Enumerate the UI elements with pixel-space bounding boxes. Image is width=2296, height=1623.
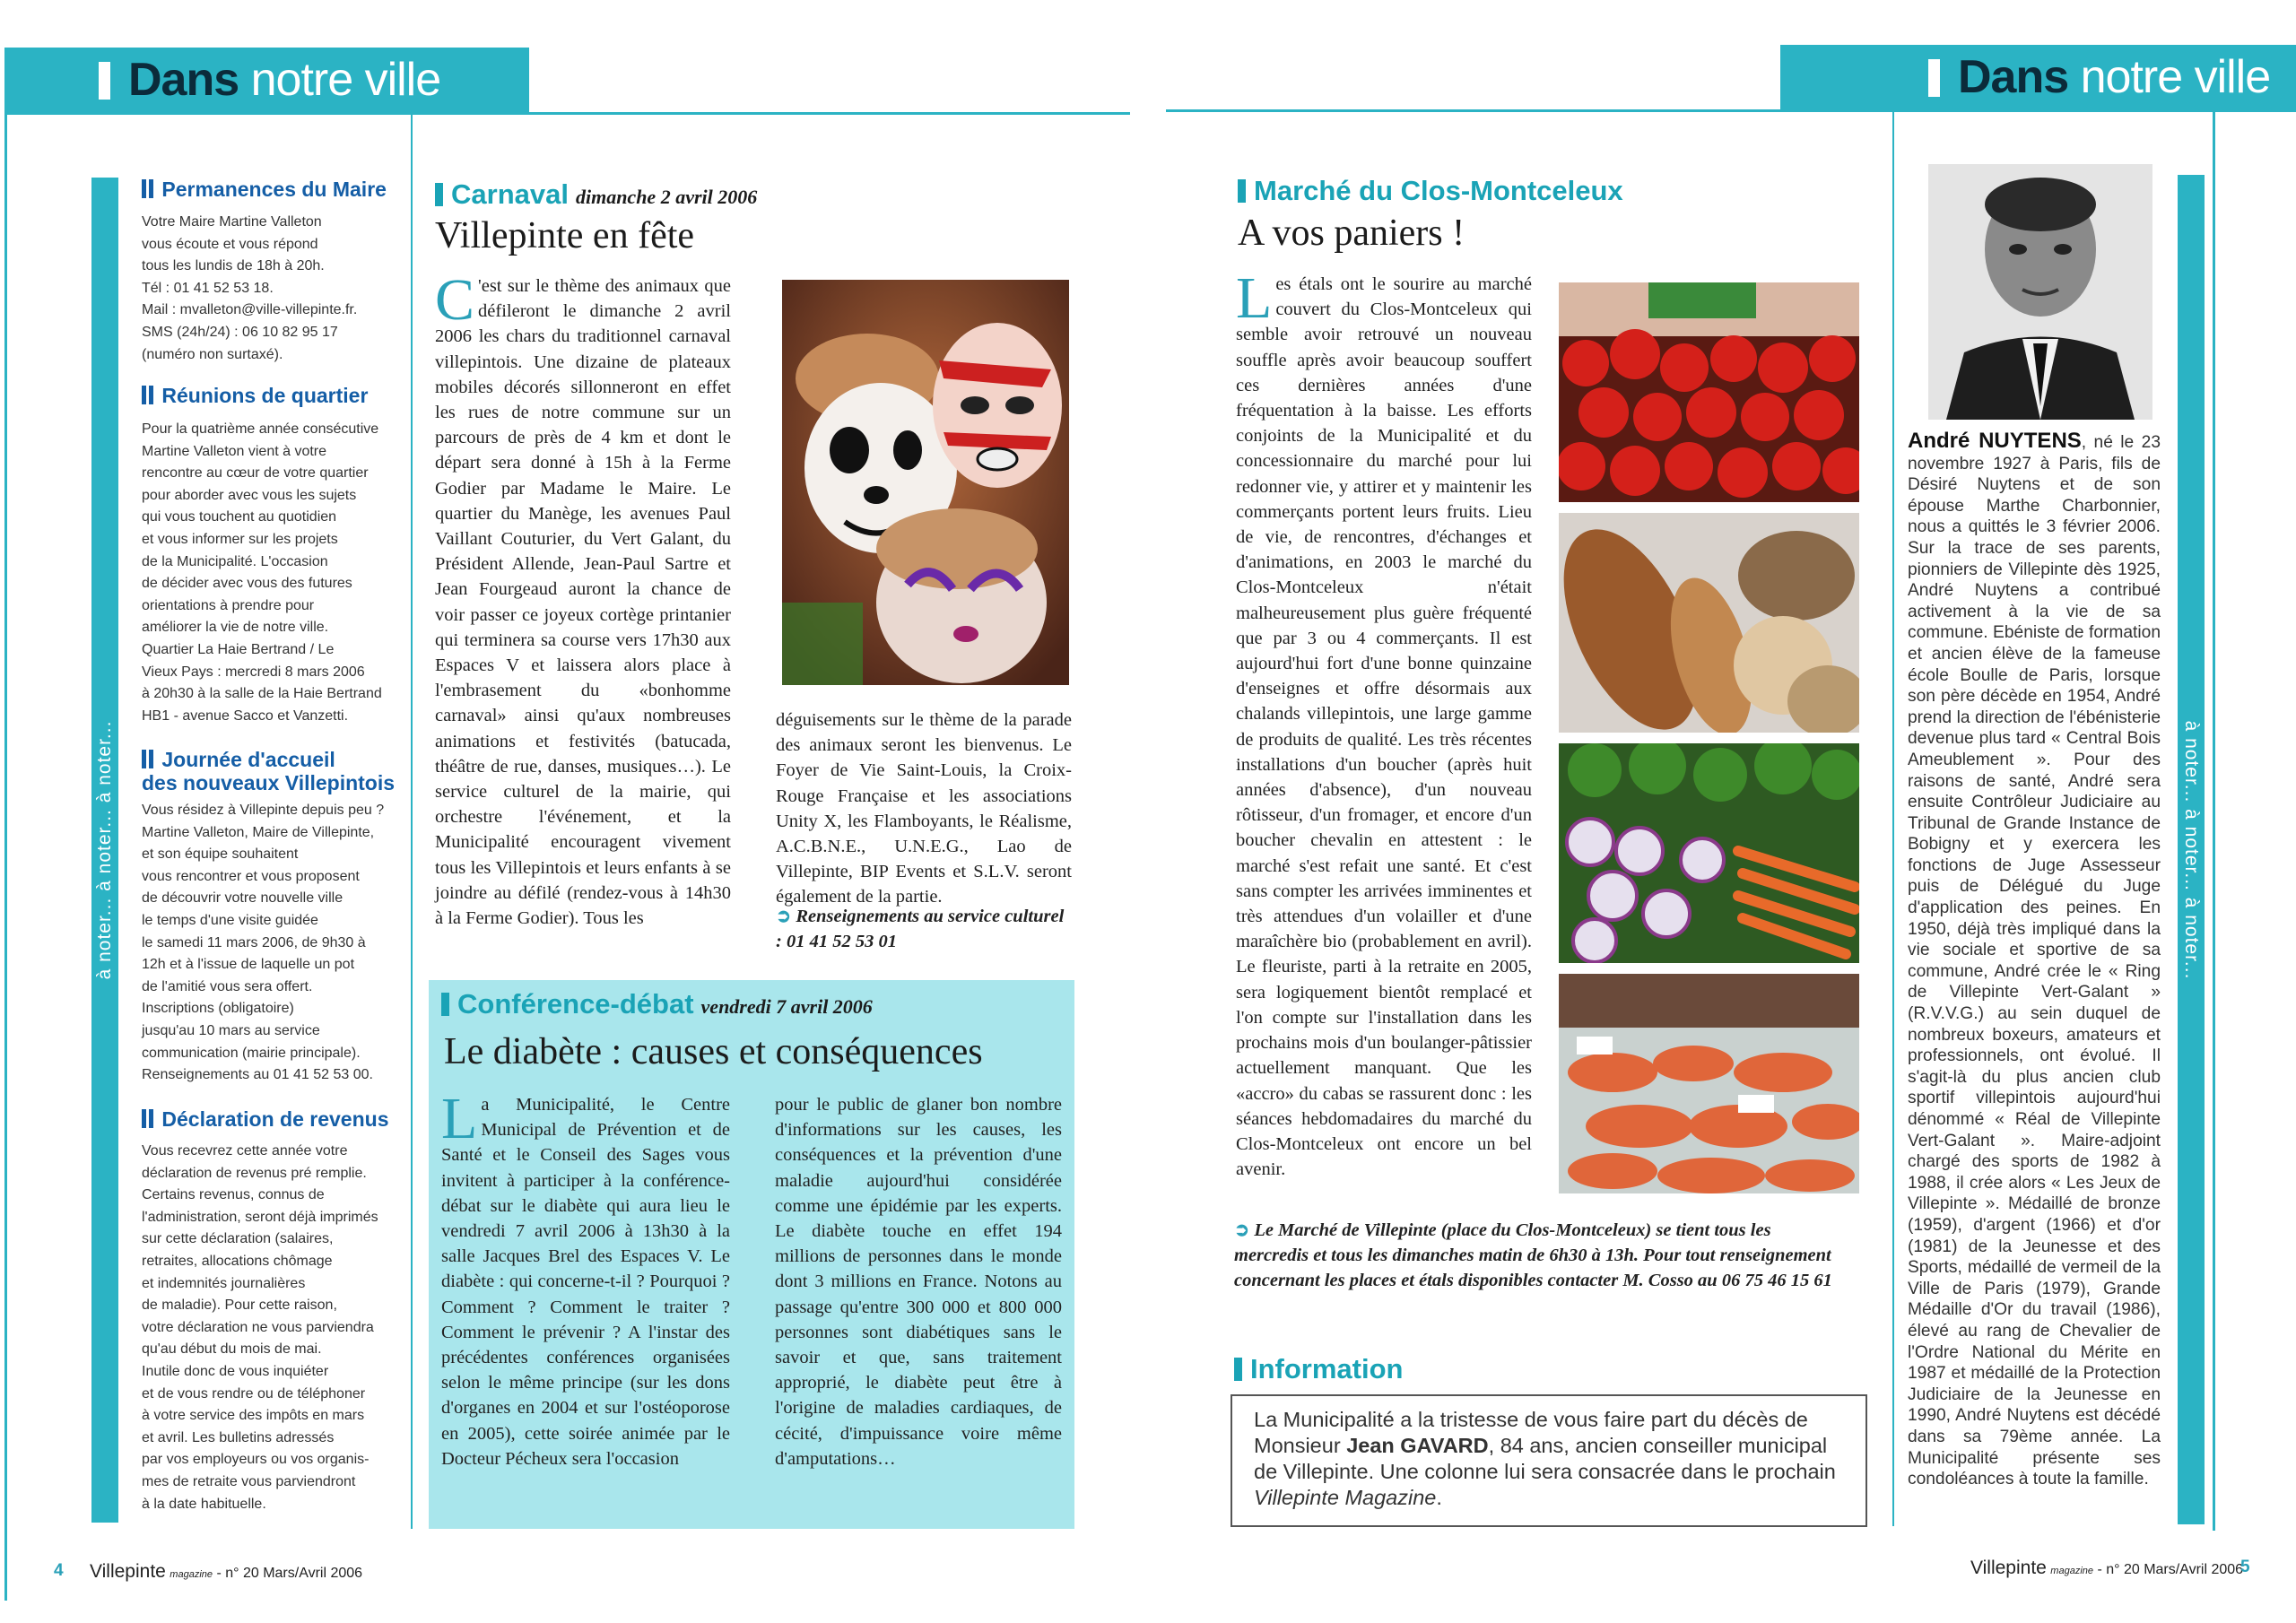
sidebar-title-permanences: Permanences du Maire	[142, 178, 387, 201]
market-photo-vegetables	[1559, 743, 1859, 963]
marche-kicker: Marché du Clos-Montceleux	[1238, 176, 1623, 206]
carnaval-body-col1: C 'est sur le thème des animaux que défileront le dimanche 2 avril 2006 les chars du traditionnel carnaval villepintois. Une dizaine de plateaux mobiles décorés sillonneront en effet les rues de notre commune sur un parcours de près de 4 km et dont le départ sera donné à 15h à la Ferme Godier par Madame le Maire. Le quartier du Manège, les avenues Paul Vaillant Couturier, du Vert Galant, du Président Allende, Jean-Paul Sartre et Jean Fourgeaud auront la chance de voir passer ce joyeux cortège printanier qui terminera sa course vers 17h30 aux Espaces V et laissera alors place à l'embrasement du «bonhomme carnaval» ainsi qu'aux nombreuses animations et festivités (batucada, théâtre de rue, danses, musiques…). Le service culturel de la mairie, qui orchestre l'événement, et la Municipalité encouragent vivement tous les Villepintois et leurs enfants à se joindre au défilé (rendez-vous à 14h30 à la Ferme Godier). Tous les	[435, 267, 731, 929]
information-kicker: Information	[1234, 1354, 1404, 1384]
carnaval-body-col2: déguisements sur le thème de la parade des animaux seront les bienvenus. Le Foyer de Vie Saint-Louis, la Croix-Rouge Française et les associations Unity X, les Flamboyants, le Réalisme, A.C.B.N.E., U.N.E.G., Lao de Villepinte, BIP Events et S.L.V. seront également de la partie.	[776, 710, 1072, 907]
carnaval-headline: Villepinte en fête	[435, 215, 695, 256]
section-title-right: Dans notre ville	[1958, 51, 2271, 103]
sidebar-title-reunions: Réunions de quartier	[142, 384, 368, 407]
sidebar-text-permanences: Votre Maire Martine Valleton vous écoute et vous répond tous les lundis de 18h à 20h. Tél : 01 41 52 53 18. Mail : mvalleton@ville-villepinte.fr. SMS (24h/24) : 06 10 82 95 17 (numéro non surtaxé).	[142, 214, 358, 362]
sidebar-divider	[411, 112, 413, 1529]
footer-left: Villepinte magazine - n° 20 Mars/Avril 2006	[90, 1561, 363, 1582]
obituary-name: André NUYTENS	[1908, 429, 2082, 453]
page-number-right: 5	[2240, 1558, 2250, 1576]
top-rule-right	[1166, 109, 2296, 112]
sidebar-text-declaration: Vous recevrez cette année votre déclaration de revenus pré remplie. Certains revenus, connus de l'administration, seront déjà imprimés sur cette déclaration (salaires, retraites, allocations chômage et indemnités journalières de maladie). Pour cette raison, votre déclaration ne vous parviendra qu'au début du mois de mai. Inutile donc de vous inquiéter et de vous rendre ou de téléphoner à votre service des impôts en mars et avril. Les bulletins adressés par vos employeurs ou vos organis- mes de retraite vous parviendront à la date habituelle.	[142, 1143, 378, 1512]
right-page-border	[2213, 109, 2215, 1531]
carnaval-kicker: Carnaval dimanche 2 avril 2006	[435, 179, 757, 213]
sidebar-title-declaration: Déclaration de revenus	[142, 1107, 389, 1131]
footer-right: Villepinte magazine - n° 20 Mars/Avril 2006	[1970, 1558, 2244, 1578]
side-strip-left: à noter... à noter... à noter...	[91, 178, 118, 1523]
sidebar-text-journee: Vous résidez à Villepinte depuis peu ? Martine Valleton, Maire de Villepinte, et son équipe souhaitent vous rencontrer et vous proposent de découvrir votre nouvelle ville le temps d'une visite guidée le samedi 11 mars 2006, de 9h30 à 12h et à l'issue de laquelle un pot de l'amitié vous sera offert. Inscriptions (obligatoire) jusqu'au 10 mars au service communication (mairie principale). Renseignements au 01 41 52 53 00.	[142, 803, 385, 1083]
market-photo-tomatoes	[1559, 282, 1859, 502]
information-box: La Municipalité a la tristesse de vous faire part du décès de Monsieur Jean GAVARD, 84 ans, ancien conseiller municipal de Villepinte. Une colonne lui sera consacrée dans le prochain Villepinte Magazine.	[1231, 1394, 1867, 1527]
marche-info: ➲ Le Marché de Villepinte (place du Clos-Montceleux) se tient tous les mercredis et tous les dimanches matin de 6h30 à 13h. Pour tout renseignement concernant les places et étals disponibles contacter M. Cosso au 06 75 46 15 61	[1234, 1220, 1832, 1290]
sidebar-title-journee: Journée d'accueil des nouveaux Villepintois	[142, 748, 396, 794]
section-banner-right	[1780, 45, 2296, 109]
conference-kicker: Conférence-débat vendredi 7 avril 2006	[441, 989, 873, 1022]
obituary-text: André NUYTENS, né le 23 novembre 1927 à Paris, fils de Désiré Nuytens et de son épouse Marthe Charbonnier, nous a quittés le 3 février 2006. Sur la trace de ses parents, pionniers de Villepinte dès 1925, André Nuytens a contribué activement à la vie de sa commune. Ebéniste de formation et ancien élève de la fameuse école Boulle de Paris, lorsque son père décède en 1954, André prend la direction de l'ébénisterie devenue plus tard « Central Bois Ameublement ». Pour des raisons de santé, André sera ensuite Contrôleur Judiciaire au Tribunal de Grande Instance de Bobigny et y exercera les fonctions de Juge Assesseur puis de Délégué du Juge d'application des peines. En 1950, déjà très impliqué dans la vie sociale et sportive de sa commune, André crée le « Ring de Villepinte Vert-Galant » (R.V.V.G.) au sein duquel de nombreux boxeurs, amateurs et professionnels, ont évolué. Il s'agit-là du plus ancien club sportif villepintois aujourd'hui dénommé « Réal de Villepinte Vert-Galant ». Maire-adjoint chargé des sports de 1982 à 1988, il crée alors « Les Jeux de Villepinte ». Médaillé de bronze (1959), d'argent (1966) et d'or (1981) de la Jeunesse et des Sports, médaillé de vermeil de la Ville de Paris (1979), Grande Médaille d'Or du travail (1986), élevé au rang de Chevalier de l'Ordre National du Mérite en 1987 et médaillé de la Protection Judiciaire de la Jeunesse en 1990, André Nuytens est décédé dans sa 79ème année. La Municipalité présente ses condoléances à toute la famille.	[1908, 429, 2161, 1489]
market-photo-bread	[1559, 513, 1859, 733]
side-strip-right: à noter... à noter... à noter...	[2178, 175, 2205, 1524]
sidebar-text-reunions: Pour la quatrième année consécutive Martine Valleton vient à votre rencontre au cœur de votre quartier pour aborder avec vous les sujets qui vous touchent au quotidien et vous informer sur les projets de la Municipalité. L'occasion de décider avec vous des futures orientations à prendre pour améliorer la vie de notre ville. Quartier La Haie Bertrand / Le Vieux Pays : mercredi 8 mars 2006 à 20h30 à la salle de la Haie Bertrand HB1 - avenue Sacco et Vanzetti.	[142, 421, 382, 724]
section-banner-left	[4, 48, 529, 112]
carnaval-photo	[782, 280, 1069, 685]
marche-headline: A vos paniers !	[1238, 213, 1465, 254]
top-rule-left	[4, 112, 1130, 115]
conference-headline: Le diabète : causes et conséquences	[444, 1031, 983, 1072]
section-title-left: Dans notre ville	[128, 54, 441, 106]
market-photo-seafood	[1559, 974, 1859, 1193]
obituary-border-left	[1892, 109, 1894, 1526]
obituary-portrait	[1928, 164, 2152, 420]
left-page-border	[4, 112, 7, 1601]
conference-body-col1: La Municipalité, le Centre Municipal de Prévention et de Santé et le Conseil des Sages vous invitent à participer à la conférence-débat sur le diabète qui aura lieu le vendredi 7 avril 2006 à 13h30 à la salle Jacques Brel des Espaces V. Le diabète : qui concerne-t-il ? Pourquoi ? Comment ? Comment le traiter ? Comment le prévenir ? A l'instar des précédentes conférences organisées selon le même principe (sur les dons d'organes en 2004 et sur l'ostéoporose en 2005), cette soirée animée par le Docteur Pécheux sera l'occasion	[441, 1086, 730, 1469]
carnaval-info: ➲ Renseignements au service culturel : 01 41 52 53 01	[776, 907, 1065, 951]
page-number-left: 4	[54, 1561, 64, 1580]
conference-body-col2: pour le public de glaner bon nombre d'informations sur les causes, les conséquences et la prévention d'une maladie aujourd'hui considérée comme une épidémie par les experts. Le diabète touche en effet 194 millions de personnes dans le monde dont 3 millions en France. Notons au passage qu'entre 300 000 et 800 000 personnes sont diabétiques sans le savoir et que, sans traitement approprié, le diabète peut être à l'origine de maladies cardiaques, de cécité, d'impuissance voire même d'amputations…	[775, 1095, 1062, 1469]
marche-body: Les étals ont le sourire au marché couvert du Clos-Montceleux qui semble avoir retrouvé un nouveau souffle après avoir beaucoup souffert ces dernières années d'une fréquentation à la baisse. Les efforts conjoints de la Municipalité et du concessionnaire du marché pour lui redonner vie, y attirer et y maintenir les commerçants portent leurs fruits. Lieu de vie, de rencontres, d'échanges et d'animations, en 2003 le marché du Clos-Montceleux n'était malheureusement plus guère fréquenté que par 3 ou 4 commerçants. Il est aujourd'hui fort d'une bonne quinzaine d'enseignes et offre désormais aux chalands villepintois, une large gamme de produits de qualité. Les très récentes installations d'un boucher (après huit années d'absence), d'un nouveau rôtisseur, d'un fromager, et encore d'un boucher chevalin en attestent : le marché s'est refait une santé. Et c'est sans compter les arrivées imminentes et très attendues d'un volailler et d'une maraîchère bio (probablement en avril). Le fleuriste, parti à la retraite en 2005, sera logiquement bientôt remplacé et l'on compte sur l'installation dans les prochains mois d'un boulanger-pâtissier actuellement manquant. Que les «accro» du cabas se rassurent donc : les séances hebdomadaires du marché du Clos-Montceleux ont encore un bel avenir.	[1236, 265, 1532, 1180]
